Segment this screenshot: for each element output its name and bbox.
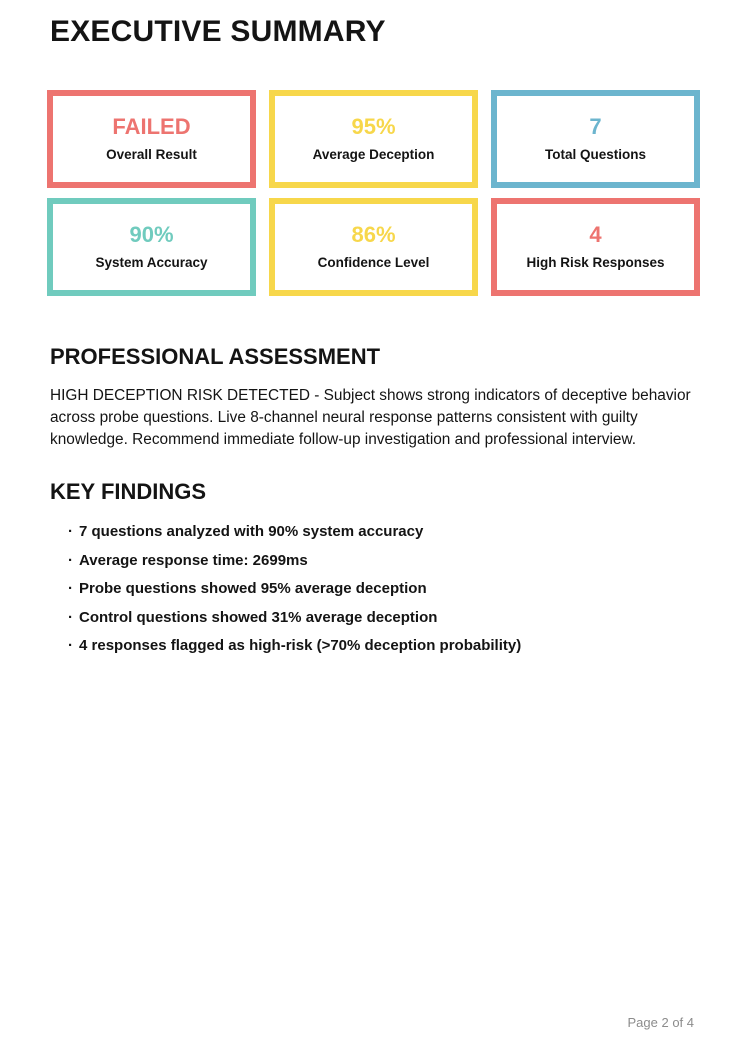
stat-label: Confidence Level	[317, 254, 430, 270]
key-findings-list	[68, 518, 743, 661]
stat-label: High Risk Responses	[526, 254, 665, 270]
stat-value: 4	[589, 221, 602, 247]
stat-label: System Accuracy	[95, 254, 208, 270]
bullet-icon: ·	[68, 551, 73, 569]
stat-label: Total Questions	[544, 146, 646, 162]
bullet-icon: ·	[68, 637, 73, 655]
stat-box-system-accuracy	[47, 198, 256, 296]
stat-box-overall-result	[47, 90, 256, 188]
finding-item	[68, 518, 743, 547]
finding-item	[68, 575, 743, 604]
stat-value: 7	[589, 113, 602, 139]
finding-item	[68, 547, 743, 576]
bullet-icon: ·	[68, 523, 73, 541]
stat-label: Average Deception	[312, 146, 435, 162]
stat-label: Overall Result	[106, 146, 197, 162]
assessment-body-text: HIGH DECEPTION RISK DETECTED - Subject shows strong indicators of deceptive behavior across probe questions. Live 8-channel neural response patterns consistent with guilty knowledge. Recommend immediate follow-up investigation and professional interview.	[50, 386, 691, 448]
finding-text: 4 responses flagged as high-risk (>70% deception probability)	[79, 637, 522, 655]
page-title: EXECUTIVE SUMMARY	[50, 15, 386, 48]
finding-item	[68, 632, 743, 661]
finding-text: Probe questions showed 95% average deception	[79, 580, 427, 598]
finding-text: Average response time: 2699ms	[79, 551, 308, 569]
stat-value: FAILED	[112, 113, 191, 139]
stat-value: 95%	[351, 113, 396, 139]
key-findings-heading: KEY FINDINGS	[50, 478, 207, 504]
stat-grid	[47, 90, 700, 296]
stat-box-confidence-level	[269, 198, 478, 296]
stat-value: 90%	[129, 221, 174, 247]
assessment-heading: PROFESSIONAL ASSESSMENT	[50, 343, 381, 369]
stat-box-average-deception	[269, 90, 478, 188]
stat-box-high-risk-responses	[491, 198, 700, 296]
stat-value: 86%	[351, 221, 396, 247]
bullet-icon: ·	[68, 608, 73, 626]
page-number: Page 2 of 4	[627, 1015, 694, 1030]
finding-text: Control questions showed 31% average deception	[79, 608, 438, 626]
finding-text: 7 questions analyzed with 90% system accuracy	[79, 523, 424, 541]
stat-box-total-questions	[491, 90, 700, 188]
bullet-icon: ·	[68, 580, 73, 598]
finding-item	[68, 604, 743, 633]
